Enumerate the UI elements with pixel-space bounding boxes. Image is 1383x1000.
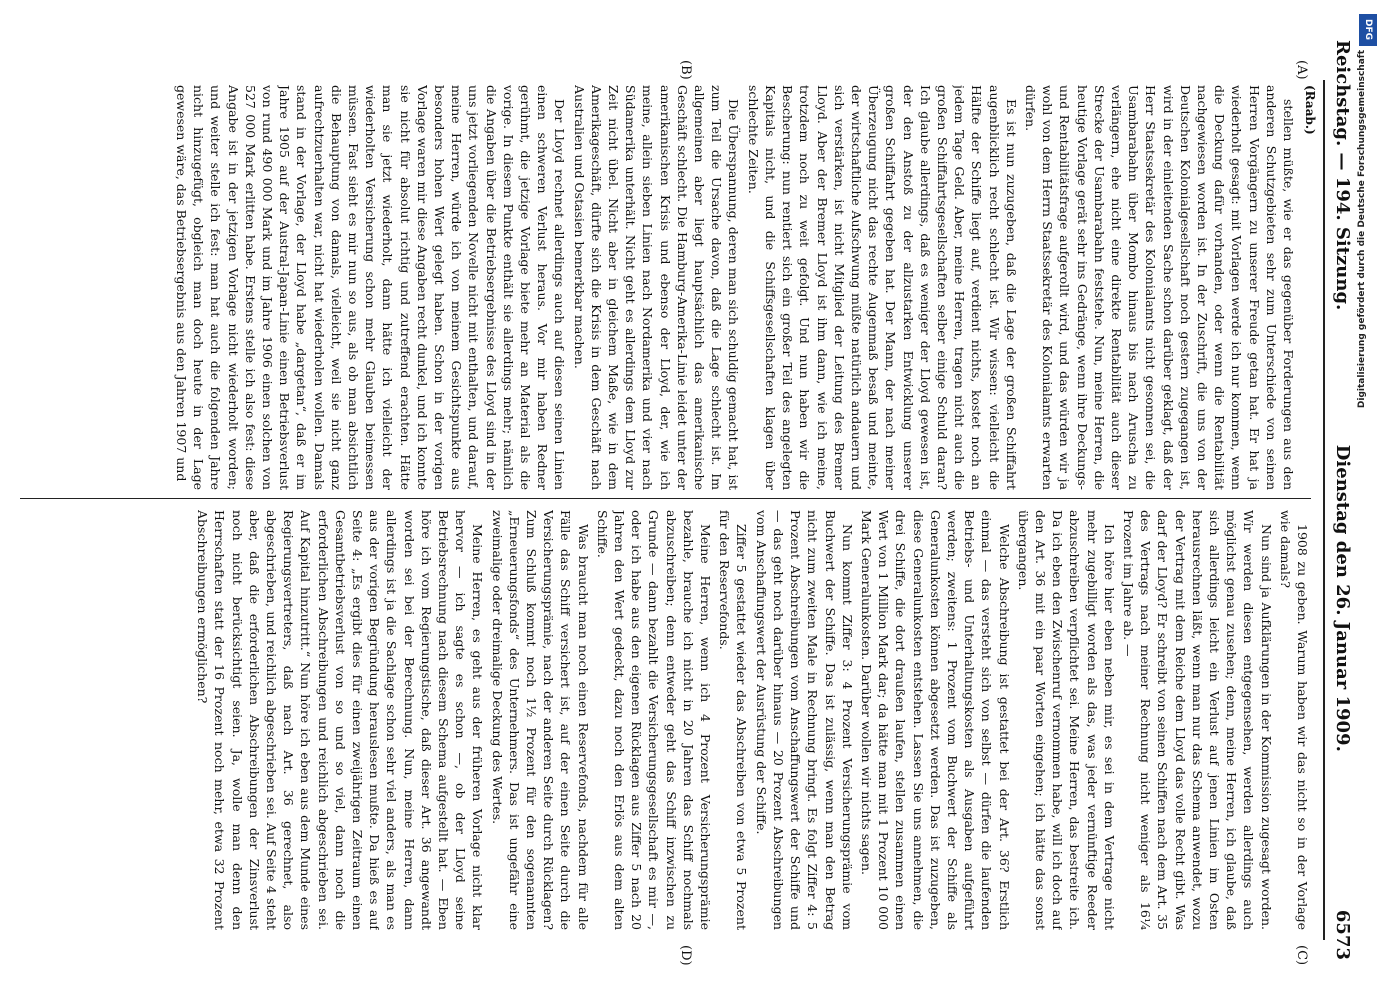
paragraph: Ziffer 5 gestattet wieder das Abschreiben von etwa 5 Prozent für den Reservefonds. — [717, 510, 750, 930]
paragraph: Meine Herren, wenn ich 4 Prozent Versicherungsprämie bezahle, brauche ich nicht in 20 Jahren das Schiff nochmals abzuschreiben; denn entweder geht das Schiff inzwischen zu Grunde — dann bezahlt die Versicherungsgesellschaft es mir —, oder ich habe aus den eigenen Rücklagen aus Ziffer 5 nach 20 Jahren den Wert gedeckt, dazu noch den Erlös aus dem alten Schiffe. — [594, 510, 714, 930]
paragraph: Meine Herren, es geht aus der früheren Vorlage nicht klar hervor — ich sagte es schon —, ob der Lloyd seine Betriebsrechnung nach diesem Schema aufgestellt hat. — Eben höre ich vom Regierungstische, daß dieser Art. 36 angewandt worden sei bei der Berechnung. Nun, meine Herren, dann allerdings ist ja die Sachlage schon sehr viel anders, als man es aus der vorigen Begründung herauslesen mußte. Da hieß es auf Seite 4: „Es ergibt dies für einen zweijährigen Zeitraum einen Gesamtbetriebsverlust von so und so viel, dann noch die erforderlichen Abschreibungen und reichlich abgeschrieben sei. Auf Kapital hinzutritt.“ Nun höre ich eben aus dem Munde eines Regierungsvertreters, daß nach Art. 36 gerechnet, also abgeschrieben, und reichlich abgeschrieben sei. Auf Seite 4 steht aber, daß die erforderlichen Abschreibungen der Zinsverlust noch nicht berücksichtigt seien. Ja, wolle man denn den Herrschaften statt der 16 Prozent noch mehr, etwa 32 Prozent Abschreibungen ermöglichen? — [195, 510, 486, 930]
paragraph: Ich höre hier eben neben mir, es sei in dem Vertrage nicht mehr zugebilligt worden als das, was jeder vernünftige Reeder abzuschreiben verpflichtet sei. Meine Herren, das bestreite ich. Da ich eben den Zwischenruf vernommen habe, will ich doch auf den Art. 36 mit ein paar Worten eingehen; ich hätte das sonst übergangen. — [1015, 510, 1117, 930]
digitization-credit — [1357, 10, 1379, 990]
paragraph: Welche Abschreibung ist gestattet bei der Art. 36? Erstlich einmal — das versteht sich von selbst — dürfen die laufenden Betriebs- und Unterhaltungskosten als Ausgaben aufgeführt werden; zweitens: 1 Prozent vom Buchwert der Schiffe als Generalunkosten können abgesetzt werden. Das ist zuzugeben, diese Generalunkosten entstehen. Lassen Sie uns annehmen, die drei Schiffe, die dort draußen laufen, stellen zusammen einen Wert von 1 Million Mark dar; da hätte man mit 1 Prozent 10 000 Mark Generalunkosten. Darüber wollen wir nichts sagen. — [858, 510, 1012, 930]
paragraph: Die Überspannung, deren man sich schuldig gemacht hat, ist zum Teil die Ursache davon, daß die Lage schlecht ist. Im allgemeinen aber liegt hauptsächlich das amerikanische Geschäft schlecht. Die Hamburg-Amerika-Linie leidet unter der amerikanischen Krisis und ebenso der Lloyd, der, wie ich meine, allein sieben Linien nach Nordamerika und vier nach Südamerika unterhält. Nicht geht es allerdings dem Lloyd zur Zeit nicht übel. Nicht aber in gleichem Maße, wie in dem Amerikageschäft, dürfte sich die Krisis in dem Geschäft nach Australien und Ostasien bemerkbar machen. — [571, 85, 742, 490]
paragraph: Nun sind ja Aufklärungen in der Kommission zugesagt worden. Wir werden diesen entgegensehen, werden allerdings auch möglichst genau zusehen; denn, meine Herren, ich glaube, daß sich allerdings leicht ein Verlust auf jenen Linien im Osten herausrechnen läßt, wenn man nur das Schema anwendet, wozu der Vertrag mit dem Reiche dem Lloyd das volle Recht gibt. Was darf der Lloyd? Er schreibt von seinen Schiffen nach dem Art. 35 des Vertrags nach meiner Rechnung nicht weniger als 16¼ Prozent im Jahre ab. — — [1120, 510, 1274, 930]
margin-marker-a: (A) — [1294, 60, 1309, 80]
header-rule — [1323, 80, 1325, 940]
paragraph: Was braucht man noch einen Reservefonds, nachdem für alle Fälle das Schiff versichert ist, auf der einen Seite durch die Versicherungsprämie, nach der anderen Seite durch Rücklagen? Zum Schluß kommt noch 1½ Prozent für den sogenannten „Erneuerungsfonds“ des Unternehmers. Das ist ungefähr eine zweimalige oder dreimalige Deckung des Wertes. — [489, 510, 591, 930]
text-column-right — [20, 510, 1311, 930]
credit-text: Digitalisierung gefördert durch die Deutsche Forschungsgemeinschaft — [1357, 50, 1367, 409]
paragraph: Nun kommt Ziffer 3: 4 Prozent Versicherungsprämie vom Buchwert der Schiffe. Das ist zulässig, wenn man den Betrag nicht zum zweiten Male in Rechnung bringt. Es folgt Ziffer 4: 5 Prozent Abschreibungen vom Anschaffungswert der Schiffe und — das geht noch darüber hinaus — 20 Prozent Abschreibungen vom Anschaffungswert der Ausrüstung der Schiffe. — [753, 510, 855, 930]
margin-marker-d: (D) — [678, 945, 693, 966]
paragraph: Es ist nun zuzugeben, daß die Lage der großen Schiffahrt augenblicklich recht schlecht ist. Wir wissen: vielleicht die Hälfte der Schiffe liegt auf, verdient nichts, kostet noch an jedem Tage Geld. Aber, meine Herren, tragen nicht auch die großen Schiffahrtsgesellschaften selber einige Schuld daran? Ich glaube allerdings, daß es weniger der Lloyd gewesen ist, der den Anstoß zu der allzustarken Entwicklung unserer großen Schiffahrt gegeben hat. Der Mann, der nach meiner Überzeugung nicht das rechte Augenmaß besaß und meinte, der wirtschaftliche Aufschwung müßte natürlich andauern und sich verstärken, ist nicht Mitglied der Leitung des Bremer Lloyd. Aber der Bremer Lloyd ist ihm dann, wie ich meine, trotzdem noch zu weit gefolgt. Und nun haben wir die Bescherung: nun rentiert sich ein großer Teil des angelegten Kapitals nicht, und die Schiffsgesellschaften klagen über schlechte Zeiten. — [745, 85, 1019, 490]
margin-marker-b: (B) — [678, 60, 693, 80]
column-divider — [20, 498, 1311, 499]
margin-marker-c: (C) — [1294, 945, 1309, 966]
paragraph: Der Lloyd rechnet allerdings auch auf diesen seinen Linien einen schweren Verlust heraus. Vor mir haben Redner gerühmt, die jetzige Vorlage biete mehr an Material als die vorige. In diesem Punkte enthält sie allerdings mehr; nämlich die Angaben über die Betriebsergebnisse des Lloyd sind in der uns jetzt vorliegenden Novelle nicht mit enthalten, und darauf, meine Herren, würde ich von meinem Gesichtspunkte aus besonders hohen Wert gelegt haben. Schon in der vorigen Vorlage waren mir diese Angaben recht dunkel, und ich konnte sie nicht für absolut richtig und zutreffend erachten. Hätte man sie jetzt wiederholt, dann hätte ich vielleicht der wiederholten Versicherung schon mehr Glauben beimessen müssen. Fast sieht es mir nun so aus, als ob man absichtlich die Behauptung von damals, vielleicht, weil sie nicht ganz aufrechtzuerhalten war, nicht hat wiederholen wollen. Damals stand in der Vorlage, der Lloyd habe „dargetan“, daß er im Jahre 1905 auf der Austral-Japan-Linie einen Betriebsverlust von rund 490 000 Mark und im Jahre 1906 einen solchen von 527 000 Mark erlitten habe. Erstens stelle ich also fest: diese Angabe ist in der jetzigen Vorlage nicht wiederholt worden; und weiter stelle ich fest: man hat auch die folgenden Jahre nicht hinzugefügt, obgleich man doch heute in der Lage gewesen wäre, das Betriebsergebnis aus den Jahren 1907 und — [174, 85, 568, 490]
text-column-left — [20, 85, 1311, 490]
speaker-label: (Raab.) — [1303, 85, 1317, 135]
dfg-logo: DFG — [1359, 14, 1377, 46]
header-left: Reichstag. — 194. Sitzung. — [1332, 40, 1353, 311]
page-number: 6573 — [1332, 909, 1353, 960]
paragraph: 1908 zu geben. Warum haben wir das nicht so in der Vorlage wie damals? — [1277, 510, 1310, 930]
paragraph: stellen müßte, wie er das gegenüber Forderungen aus den anderen Schutzgebieten sehr zum Unterschiede von seinen Herren Vorgängern zu unserer Freude getan hat. Er hat ja wiederholt gesagt: mit Vorlagen werde ich nur kommen, wenn die Deckung dafür vorhanden, oder wenn die Rentabilität nachgewiesen worden ist. In der Zuschrift, die uns von der Deutschen Kolonialgesellschaft noch gestern zugegangen ist, wird in der einleitenden Sache schon darüber geklagt, daß der Herr Staatssekretär des Kolonialamts nicht gesonnen sei, die Usambarabahn über Mombo hinaus bis nach Aruscha zu verlängern, ehe nicht eine direkte Rentabilität auch dieser Strecke der Usambarabahn feststehe. Nun, meine Herren, die heutige Vorlage gerät sehr ins Gedränge, wenn ihre Deckungs- und Rentabilitätsfrage aufgerollt wird, und das würden wir ja wohl von dem Herrn Staatssekretär des Kolonialamts erwarten dürfen. — [1022, 85, 1296, 490]
header-date: Dienstag den 26. Januar 1909. — [1332, 444, 1353, 752]
